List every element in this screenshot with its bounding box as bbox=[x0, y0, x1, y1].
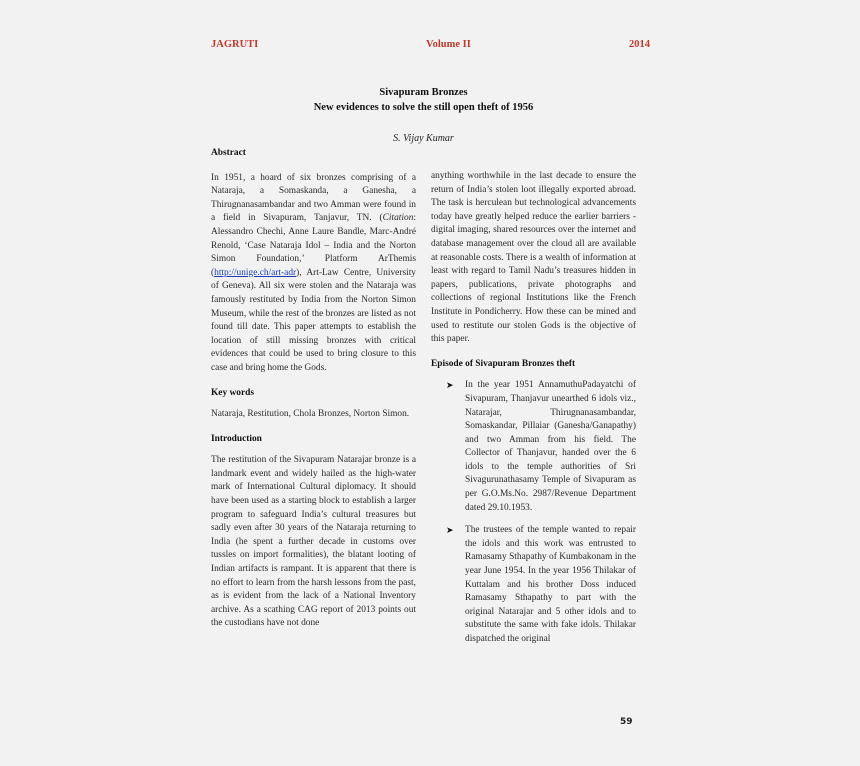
header-journal-name: JAGRUTI bbox=[211, 39, 259, 50]
arrow-bullet-icon: ➤ bbox=[446, 380, 454, 391]
episode-bullet-list bbox=[431, 379, 636, 646]
introduction-text: The restitution of the Sivapuram Natarajar bronze is a landmark event and widely hailed as the high-water mark of International Cultural diplomacy. It should have been used as a starting block to establish a larger program to safeguard India’s cultural treasures but sadly even after 30 years of the Nataraja returning to India (he spent a further decade in customs over tussles on import formalities), the blatant looting of Indian artifacts is rampant. It is apparent that there is no effort to learn from the harsh lessons from the past, as is evident from the lack of a National Inventory archive. As a scathing CAG report of 2013 points out the custodians have not done bbox=[211, 455, 416, 629]
keywords-heading: Key words bbox=[211, 387, 254, 398]
introduction-continued-text: anything worthwhile in the last decade to ensure the return of India’s stolen loot illegally exported abroad. The task is herculean but technological advancements today have greatly helped reduce the earlier barriers - digital imaging, shared resources over the internet and database management over the cloud all are available at reasonable costs. There is a wealth of information at least with regard to Tamil Nadu’s treasures hidden in papers, publications, private photographs and collections of regional Institutions like the French Institute in Pondicherry. How these can be mined and used to restitute our stolen Gods is the objective of this paper. bbox=[431, 171, 636, 345]
list-item bbox=[431, 524, 636, 646]
introduction-heading: Introduction bbox=[211, 433, 262, 444]
bullet-text: In the year 1951 AnnamuthuPadayatchi of Sivapuram, Thanjavur unearthed 6 idols viz., Natarajar, Thirugnanasambandar, Somaskandar, Pillaiar (Ganesha/Ganapathy) and two Amman from his field. The Collector of Thanjavur, handed over the 6 idols to the temple authorities of Sri Sivagurunathasamy Temple of Sivapuram as per G.O.Ms.No. 2987/Revenue Department dated 29.10.1953. bbox=[465, 380, 636, 513]
left-column bbox=[211, 147, 416, 631]
header-year: 2014 bbox=[629, 39, 650, 50]
citation-link[interactable]: http://unige.ch/art-adr bbox=[214, 267, 297, 278]
episode-heading: Episode of Sivapuram Bronzes theft bbox=[431, 358, 576, 369]
page-number: 59 bbox=[620, 717, 633, 727]
list-item bbox=[431, 379, 636, 515]
right-column bbox=[431, 170, 636, 656]
paper-subtitle: New evidences to solve the still open theft of 1956 bbox=[313, 102, 534, 113]
paper-author: S. Vijay Kumar bbox=[393, 133, 454, 144]
arrow-bullet-icon: ➤ bbox=[446, 525, 454, 536]
abstract-heading: Abstract bbox=[211, 148, 246, 158]
paper-title: Sivapuram Bronzes bbox=[379, 87, 468, 98]
abstract-text: In 1951, a hoard of six bronzes comprising of a Nataraja, a Somaskanda, a Ganesha, a Thirugnanasambandar and two Amman were found in a field in Sivapuram, Tanjavur, TN. (Citation: Alessandro Chechi, Anne Laure Bandle, Marc-André Renold, ‘Case Nataraja Idol – India and the Norton Simon Foundation,’ Platform ArThemis (http://unige.ch/art-adr), Art-Law Centre, University of Geneva). All six were stolen and the Nataraja was famously restituted by India from the Norton Simon Museum, while the rest of the bronzes are listed as not found till date. This paper attempts to establish the location of still missing bronzes with critical evidences that could be used to bring closure to this case and bring home the Gods. bbox=[211, 172, 416, 373]
keywords-text: Nataraja, Restitution, Chola Bronzes, Norton Simon. bbox=[211, 409, 410, 420]
bullet-text: The trustees of the temple wanted to repair the idols and this work was entrusted to Ramasamy Sthapathy of Kumbakonam in the year June 1954. In the year 1956 Thilakar of Kuttalam and his brother Doss induced Ramasamy Sthapathy to part with the original Natarajar and 5 other idols and to substitute the same with fake idols. Thilakar dispatched the original bbox=[465, 525, 636, 644]
header-volume: Volume II bbox=[426, 39, 471, 50]
